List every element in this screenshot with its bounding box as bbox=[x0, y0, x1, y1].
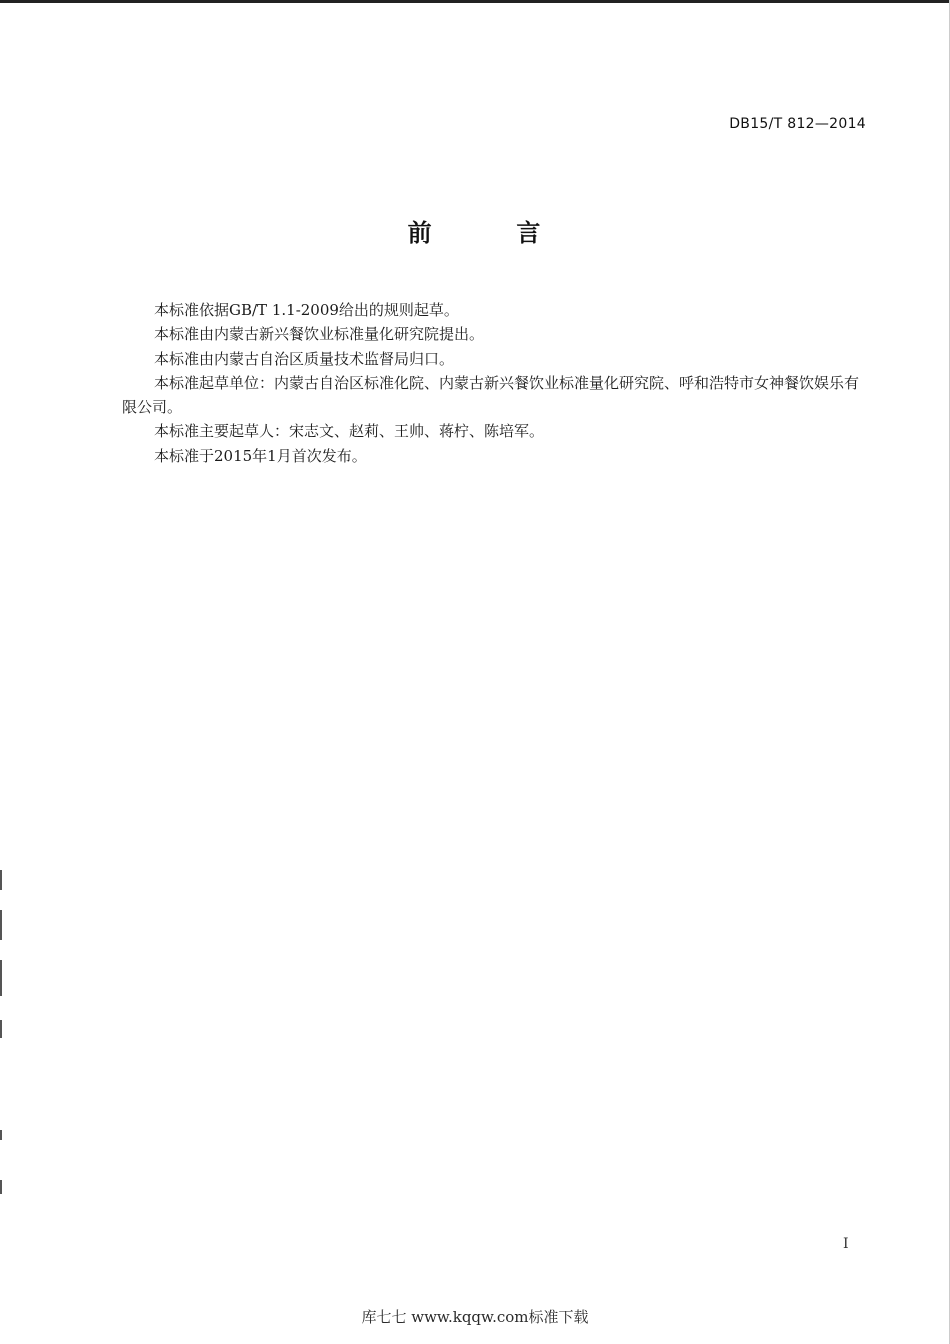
page-title: 前 言 bbox=[407, 219, 543, 247]
preface-body bbox=[122, 298, 870, 468]
page-top-border bbox=[0, 0, 950, 3]
scan-edge-mark bbox=[0, 870, 2, 890]
scan-edge-mark bbox=[0, 1020, 2, 1038]
preface-paragraph: 本标准于2015年1月首次发布。 bbox=[154, 446, 367, 465]
preface-paragraph: 本标准主要起草人：宋志文、赵莉、王帅、蒋柠、陈培军。 bbox=[154, 422, 545, 441]
page-number: I bbox=[843, 1236, 849, 1252]
scan-edge-mark bbox=[0, 910, 2, 940]
preface-paragraph: 本标准起草单位：内蒙古自治区标准化院、内蒙古新兴餐饮业标准量化研究院、呼和浩特市女神餐饮娱乐有限公司。 bbox=[122, 373, 860, 417]
document-code: DB15/T 812—2014 bbox=[729, 116, 866, 132]
preface-paragraph: 本标准由内蒙古自治区质量技术监督局归口。 bbox=[154, 349, 455, 368]
scan-edge-mark bbox=[0, 1180, 2, 1194]
preface-paragraph: 本标准由内蒙古新兴餐饮业标准量化研究院提出。 bbox=[154, 325, 485, 344]
footer-watermark: 库七七 www.kqqw.com标准下载 bbox=[361, 1308, 589, 1326]
scan-edge-mark bbox=[0, 1130, 2, 1140]
scan-edge-mark bbox=[0, 960, 2, 996]
preface-paragraph: 本标准依据GB/T 1.1-2009给出的规则起草。 bbox=[154, 301, 459, 319]
